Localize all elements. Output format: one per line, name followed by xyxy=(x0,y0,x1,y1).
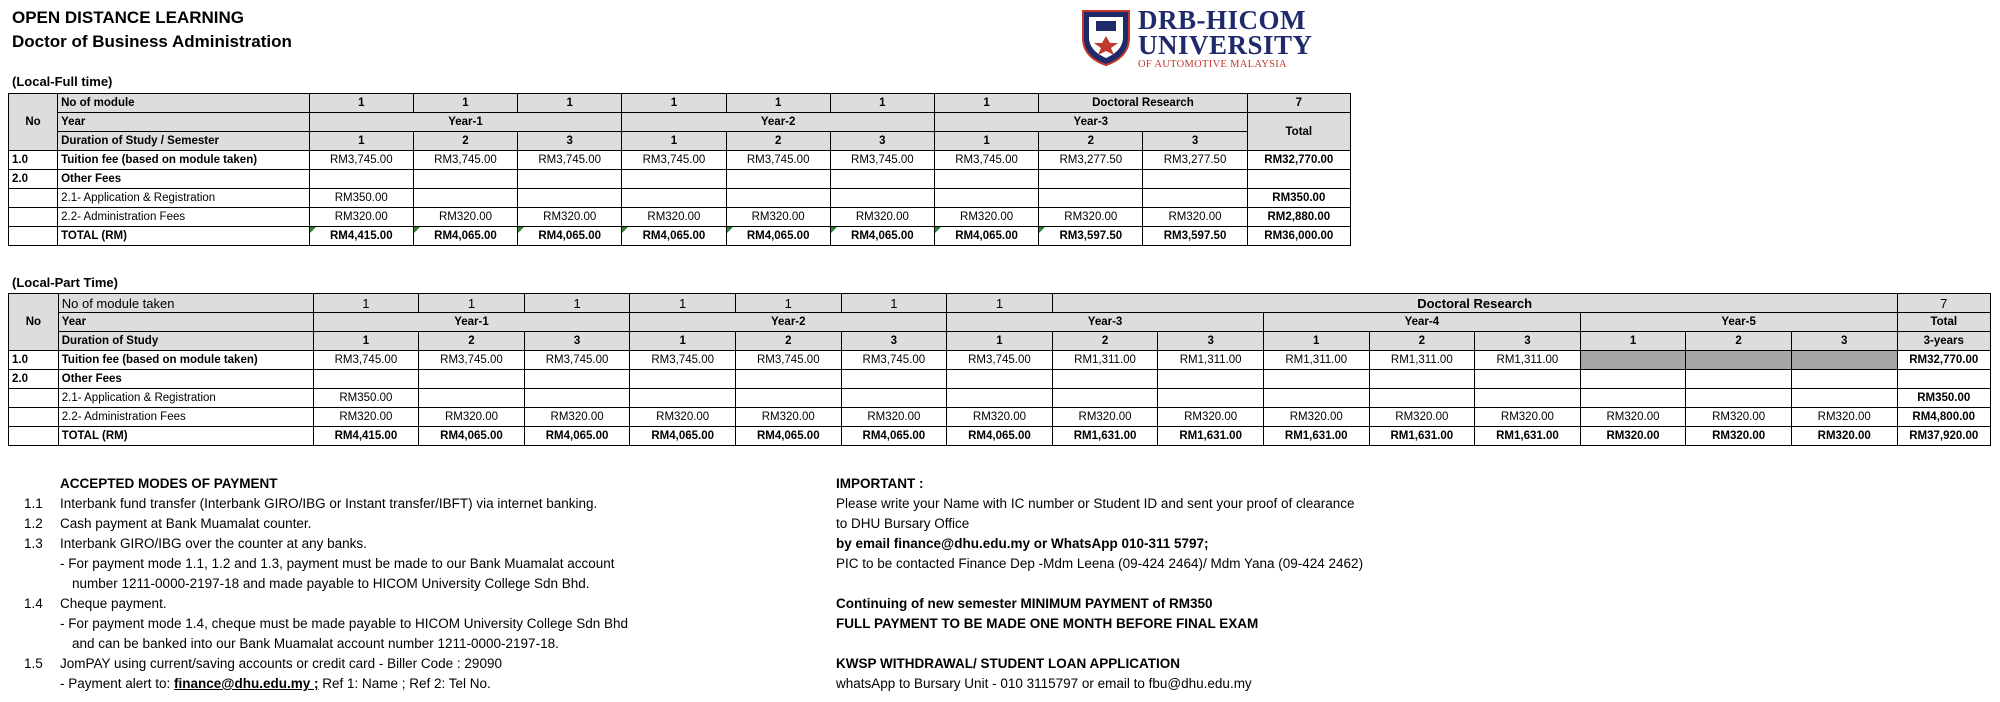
cell xyxy=(1263,389,1369,408)
cell: 1 xyxy=(934,132,1038,151)
cell xyxy=(524,389,630,408)
cell xyxy=(1052,370,1158,389)
cell: 1 xyxy=(622,132,726,151)
cell xyxy=(735,370,841,389)
cell xyxy=(622,170,726,189)
cell: RM3,745.00 xyxy=(947,351,1053,370)
cell xyxy=(413,189,517,208)
cell xyxy=(1791,389,1897,408)
cell: RM4,415.00 xyxy=(309,227,413,246)
cell xyxy=(313,370,419,389)
cell: RM3,745.00 xyxy=(841,351,947,370)
cell: RM4,065.00 xyxy=(735,427,841,446)
year-header: Year-1 xyxy=(313,313,630,332)
cell: RM350.00 xyxy=(309,189,413,208)
item-number: 1.4 xyxy=(24,596,43,611)
cell xyxy=(841,370,947,389)
cell: RM3,745.00 xyxy=(830,151,934,170)
cell-shaded xyxy=(1686,351,1792,370)
cell xyxy=(9,408,59,427)
cell: 2 xyxy=(413,132,517,151)
cell: RM4,065.00 xyxy=(630,427,736,446)
cell xyxy=(1263,370,1369,389)
cell xyxy=(9,332,59,351)
cell xyxy=(1791,370,1897,389)
logo-line-3: OF AUTOMOTIVE MALAYSIA xyxy=(1138,59,1287,70)
cell: RM1,311.00 xyxy=(1263,351,1369,370)
payment-note: - For payment mode 1.1, 1.2 and 1.3, payment must be made to our Bank Muamalat account xyxy=(60,556,615,571)
row-label: No of module xyxy=(58,94,310,113)
row-label: Other Fees xyxy=(58,370,313,389)
note-line: KWSP WITHDRAWAL/ STUDENT LOAN APPLICATION xyxy=(836,656,1180,671)
cell xyxy=(1369,389,1475,408)
cell: RM320.00 xyxy=(524,408,630,427)
cell: RM320.00 xyxy=(413,208,517,227)
cell xyxy=(1369,370,1475,389)
item-number: 1.2 xyxy=(24,516,43,531)
cell: RM3,745.00 xyxy=(413,151,517,170)
cell: RM320.00 xyxy=(419,408,525,427)
cell: RM320.00 xyxy=(309,208,413,227)
cell xyxy=(1158,370,1264,389)
cell xyxy=(934,189,1038,208)
cell: RM320.00 xyxy=(934,208,1038,227)
cell: RM320.00 xyxy=(1158,408,1264,427)
cell xyxy=(309,170,413,189)
page-subtitle: Doctor of Business Administration xyxy=(12,32,292,51)
cell: 1 xyxy=(841,294,947,313)
logo-line-2: UNIVERSITY xyxy=(1138,30,1313,60)
cell: RM4,065.00 xyxy=(518,227,622,246)
table-row xyxy=(9,151,1351,170)
cell-total: RM32,770.00 xyxy=(1247,151,1350,170)
cell: RM4,065.00 xyxy=(622,227,726,246)
cell: RM320.00 xyxy=(1039,208,1143,227)
payment-item: Cash payment at Bank Muamalat counter. xyxy=(60,516,312,531)
payment-item: Interbank fund transfer (Interbank GIRO/IBG or Instant transfer/IBFT) via internet banking. xyxy=(60,496,598,511)
cell xyxy=(630,389,736,408)
table-row xyxy=(9,408,1991,427)
cell: RM320.00 xyxy=(726,208,830,227)
row-label: Tuition fee (based on module taken) xyxy=(58,151,310,170)
cell: RM4,065.00 xyxy=(413,227,517,246)
table-row xyxy=(9,313,1991,332)
note-line: by email finance@dhu.edu.my or WhatsApp 010-311 5797; xyxy=(836,536,1209,551)
section-part-time: (Local-Part Time) xyxy=(12,275,118,290)
cell: RM320.00 xyxy=(1791,427,1897,446)
cell xyxy=(622,189,726,208)
table-row xyxy=(9,227,1351,246)
cell-total: RM37,920.00 xyxy=(1897,427,1990,446)
row-label: Tuition fee (based on module taken) xyxy=(58,351,313,370)
note-line: Please write your Name with IC number or Student ID and sent your proof of clearance xyxy=(836,496,1355,511)
note-line: whatsApp to Bursary Unit - 010 3115797 or email to fbu@dhu.edu.my xyxy=(836,676,1252,691)
cell: 2 xyxy=(726,132,830,151)
table-row xyxy=(9,94,1351,113)
cell: RM320.00 xyxy=(1052,408,1158,427)
cell: 2 xyxy=(1039,132,1143,151)
cell: RM3,745.00 xyxy=(735,351,841,370)
cell-total: RM4,800.00 xyxy=(1897,408,1990,427)
cell: 3 xyxy=(1475,332,1581,351)
payment-modes xyxy=(12,474,812,694)
cell-total: RM32,770.00 xyxy=(1897,351,1990,370)
cell xyxy=(9,189,58,208)
cell xyxy=(9,94,58,113)
cell: RM1,631.00 xyxy=(1475,427,1581,446)
cell: RM4,065.00 xyxy=(841,427,947,446)
cell-shaded xyxy=(1791,351,1897,370)
cell: 1 xyxy=(419,294,525,313)
cell: 1 xyxy=(313,294,419,313)
cell-shaded xyxy=(1580,351,1686,370)
cell: RM1,311.00 xyxy=(1052,351,1158,370)
payment-note: number 1211-0000-2197-18 and made payable to HICOM University College Sdn Bhd. xyxy=(72,576,590,591)
payment-note xyxy=(60,674,491,694)
cell: RM320.00 xyxy=(1580,408,1686,427)
cell xyxy=(1686,370,1792,389)
cell: RM1,311.00 xyxy=(1158,351,1264,370)
cell: RM4,065.00 xyxy=(726,227,830,246)
table-row xyxy=(9,332,1991,351)
cell xyxy=(9,427,59,446)
cell: 1 xyxy=(309,132,413,151)
cell: 1 xyxy=(726,94,830,113)
payment-note: - For payment mode 1.4, cheque must be made payable to HICOM University College Sdn Bhd xyxy=(60,616,629,631)
cell: 1 xyxy=(309,94,413,113)
table-row xyxy=(9,189,1351,208)
cell: RM3,745.00 xyxy=(313,351,419,370)
cell: RM4,065.00 xyxy=(524,427,630,446)
cell xyxy=(1580,389,1686,408)
table-row xyxy=(9,351,1991,370)
cell: 7 xyxy=(1247,94,1350,113)
cell: 1 xyxy=(830,94,934,113)
row-number: 2.0 xyxy=(9,370,59,389)
cell xyxy=(1039,189,1143,208)
cell xyxy=(9,389,59,408)
cell xyxy=(726,189,830,208)
cell: 2 xyxy=(1369,332,1475,351)
cell: 3 xyxy=(1791,332,1897,351)
cell: RM350.00 xyxy=(313,389,419,408)
cell: Doctoral Research xyxy=(1039,94,1247,113)
cell xyxy=(830,189,934,208)
cell: RM3,745.00 xyxy=(934,151,1038,170)
cell xyxy=(1897,370,1990,389)
cell: RM4,065.00 xyxy=(419,427,525,446)
cell: 1 xyxy=(413,94,517,113)
cell: 3 xyxy=(1143,132,1247,151)
cell: RM320.00 xyxy=(1791,408,1897,427)
cell xyxy=(726,170,830,189)
cell xyxy=(1580,370,1686,389)
table-row xyxy=(9,208,1351,227)
cell xyxy=(1475,370,1581,389)
cell: 2 xyxy=(1686,332,1792,351)
cell: 1 xyxy=(947,294,1053,313)
cell: RM320.00 xyxy=(630,408,736,427)
table-row xyxy=(9,113,1351,132)
cell: RM3,597.50 xyxy=(1039,227,1143,246)
cell xyxy=(419,389,525,408)
note-line: FULL PAYMENT TO BE MADE ONE MONTH BEFORE FINAL EXAM xyxy=(836,616,1259,631)
cell xyxy=(1247,170,1350,189)
cell: 1 xyxy=(934,94,1038,113)
cell xyxy=(413,170,517,189)
cell: 1 xyxy=(1580,332,1686,351)
cell: RM4,415.00 xyxy=(313,427,419,446)
cell: 3 xyxy=(524,332,630,351)
cell xyxy=(9,132,58,151)
cell xyxy=(9,227,58,246)
cell: RM1,311.00 xyxy=(1475,351,1581,370)
cell: RM1,631.00 xyxy=(1052,427,1158,446)
cell: RM320.00 xyxy=(947,408,1053,427)
payment-item: JomPAY using current/saving accounts or credit card - Biller Code : 29090 xyxy=(60,656,502,671)
cell: RM3,745.00 xyxy=(524,351,630,370)
cell-total: RM2,880.00 xyxy=(1247,208,1350,227)
cell xyxy=(830,170,934,189)
row-label: Duration of Study / Semester xyxy=(58,132,310,151)
year-header: Year-2 xyxy=(630,313,947,332)
cell: 1 xyxy=(313,332,419,351)
cell: RM320.00 xyxy=(1263,408,1369,427)
cell xyxy=(1143,170,1247,189)
table-row xyxy=(9,132,1351,151)
cell: RM3,745.00 xyxy=(630,351,736,370)
cell: RM1,311.00 xyxy=(1369,351,1475,370)
cell xyxy=(1039,170,1143,189)
cell: RM320.00 xyxy=(1369,408,1475,427)
cell: 3 xyxy=(841,332,947,351)
cell: 2 xyxy=(735,332,841,351)
cell: RM3,745.00 xyxy=(726,151,830,170)
cell xyxy=(1686,389,1792,408)
cell xyxy=(947,370,1053,389)
cell: RM1,631.00 xyxy=(1158,427,1264,446)
row-label: Other Fees xyxy=(58,170,310,189)
cell xyxy=(841,389,947,408)
row-label: 2.2- Administration Fees xyxy=(58,408,313,427)
item-number: 1.5 xyxy=(24,656,43,671)
cell: RM320.00 xyxy=(1686,427,1792,446)
item-number: 1.3 xyxy=(24,536,43,551)
cell: RM320.00 xyxy=(518,208,622,227)
cell: RM320.00 xyxy=(313,408,419,427)
cell: 3 xyxy=(1158,332,1264,351)
cell: 3-years xyxy=(1897,332,1990,351)
cell: RM320.00 xyxy=(830,208,934,227)
payment-item: Interbank GIRO/IBG over the counter at any banks. xyxy=(60,536,367,551)
cell: 2 xyxy=(419,332,525,351)
cell xyxy=(419,370,525,389)
cell: RM1,631.00 xyxy=(1263,427,1369,446)
section-full-time: (Local-Full time) xyxy=(12,74,113,89)
cell xyxy=(518,189,622,208)
year-header: Year-3 xyxy=(934,113,1247,132)
payment-alert-label: - Payment alert to: xyxy=(60,676,175,691)
year-header: Year-2 xyxy=(622,113,935,132)
row-label: 2.2- Administration Fees xyxy=(58,208,310,227)
table-row xyxy=(9,170,1351,189)
cell xyxy=(630,370,736,389)
cell: RM3,277.50 xyxy=(1143,151,1247,170)
cell-total: RM350.00 xyxy=(1897,389,1990,408)
page-title: OPEN DISTANCE LEARNING xyxy=(12,8,245,27)
cell xyxy=(524,370,630,389)
note-line: to DHU Bursary Office xyxy=(836,516,970,531)
cell xyxy=(9,294,59,313)
cell: RM320.00 xyxy=(1580,427,1686,446)
full-time-fee-table xyxy=(8,93,1351,246)
row-label: TOTAL (RM) xyxy=(58,427,313,446)
no-header: No xyxy=(9,113,58,132)
cell: RM320.00 xyxy=(841,408,947,427)
cell: 1 xyxy=(1263,332,1369,351)
year-header: Year-5 xyxy=(1580,313,1897,332)
row-label: No of module taken xyxy=(58,294,313,313)
table-row xyxy=(9,389,1991,408)
year-header: Year-1 xyxy=(309,113,622,132)
cell: RM1,631.00 xyxy=(1369,427,1475,446)
row-label: Year xyxy=(58,313,313,332)
cell: 3 xyxy=(518,132,622,151)
payment-note: and can be banked into our Bank Muamalat account number 1211-0000-2197-18. xyxy=(72,636,559,651)
row-label: TOTAL (RM) xyxy=(58,227,310,246)
payment-item: Cheque payment. xyxy=(60,596,167,611)
table-row xyxy=(9,427,1991,446)
cell xyxy=(9,208,58,227)
year-header: Year-3 xyxy=(947,313,1264,332)
total-header: Total xyxy=(1247,113,1350,151)
cell: 1 xyxy=(524,294,630,313)
note-line: PIC to be contacted Finance Dep -Mdm Leena (09-424 2464)/ Mdm Yana (09-424 2462) xyxy=(836,556,1364,571)
cell: RM320.00 xyxy=(622,208,726,227)
cell: RM320.00 xyxy=(1686,408,1792,427)
row-label: 2.1- Application & Registration xyxy=(58,389,313,408)
cell xyxy=(518,170,622,189)
cell: RM3,745.00 xyxy=(622,151,726,170)
cell: 1 xyxy=(622,94,726,113)
cell: RM4,065.00 xyxy=(830,227,934,246)
table-row xyxy=(9,294,1991,313)
important-heading: IMPORTANT : xyxy=(836,476,924,491)
cell: Doctoral Research xyxy=(1052,294,1897,313)
cell: 1 xyxy=(630,294,736,313)
cell: RM3,745.00 xyxy=(419,351,525,370)
cell: RM4,065.00 xyxy=(947,427,1053,446)
finance-email-link[interactable]: finance@dhu.edu.my ; xyxy=(174,676,319,691)
cell: RM3,745.00 xyxy=(309,151,413,170)
payment-heading: ACCEPTED MODES OF PAYMENT xyxy=(60,476,278,491)
cell xyxy=(934,170,1038,189)
item-number: 1.1 xyxy=(24,496,43,511)
logo-line-1: DRB-HICOM xyxy=(1138,5,1306,35)
no-header: No xyxy=(9,313,59,332)
cell: 1 xyxy=(518,94,622,113)
row-label: 2.1- Application & Registration xyxy=(58,189,310,208)
cell: 3 xyxy=(830,132,934,151)
row-label: Duration of Study xyxy=(58,332,313,351)
cell: 1 xyxy=(630,332,736,351)
cell: RM3,745.00 xyxy=(518,151,622,170)
crest-icon xyxy=(1080,8,1132,66)
cell: RM320.00 xyxy=(1143,208,1247,227)
cell: RM320.00 xyxy=(1475,408,1581,427)
cell: 2 xyxy=(1052,332,1158,351)
cell: 1 xyxy=(947,332,1053,351)
row-number: 1.0 xyxy=(9,351,59,370)
part-time-fee-table xyxy=(8,293,1991,446)
row-number: 1.0 xyxy=(9,151,58,170)
university-logo xyxy=(1080,5,1320,70)
cell xyxy=(1052,389,1158,408)
cell: RM4,065.00 xyxy=(934,227,1038,246)
cell xyxy=(947,389,1053,408)
year-header: Year-4 xyxy=(1263,313,1580,332)
cell xyxy=(735,389,841,408)
table-row xyxy=(9,370,1991,389)
cell xyxy=(1143,189,1247,208)
cell-total: RM350.00 xyxy=(1247,189,1350,208)
row-label: Year xyxy=(58,113,310,132)
row-number: 2.0 xyxy=(9,170,58,189)
important-notes xyxy=(836,474,1536,694)
cell: 7 xyxy=(1897,294,1990,313)
cell xyxy=(1475,389,1581,408)
cell: RM320.00 xyxy=(735,408,841,427)
payment-ref: Ref 1: Name ; Ref 2: Tel No. xyxy=(318,676,491,691)
cell xyxy=(1158,389,1264,408)
cell: RM3,597.50 xyxy=(1143,227,1247,246)
cell-total: RM36,000.00 xyxy=(1247,227,1350,246)
note-line: Continuing of new semester MINIMUM PAYMENT of RM350 xyxy=(836,596,1213,611)
cell: RM3,277.50 xyxy=(1039,151,1143,170)
total-header: Total xyxy=(1897,313,1990,332)
cell: 1 xyxy=(735,294,841,313)
